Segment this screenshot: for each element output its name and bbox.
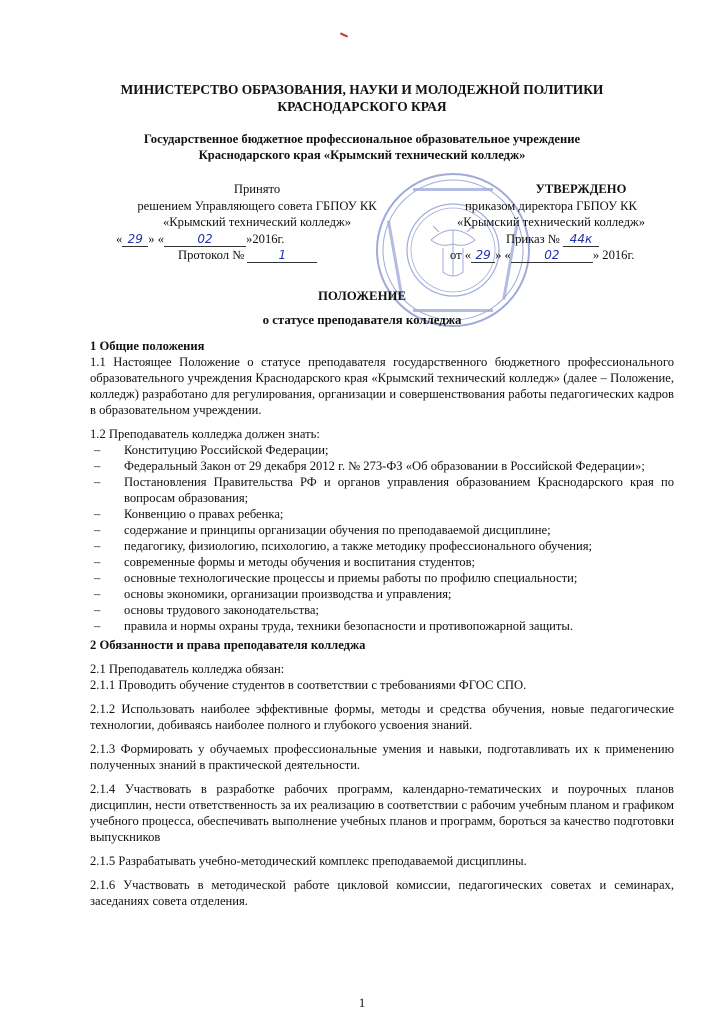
paragraph-1-1: 1.1 Настоящее Положение о статусе преподавателя государственного бюджетного профессионального образовательного учреждения Краснодарского края «Крымский технический колледж» (далее – Положение, колледж) разработано для регулирования, организации и совершенствования работы педагогических кадров в образовательном учреждении. bbox=[90, 355, 674, 417]
accepted-title: Принято bbox=[233, 182, 281, 196]
accepted-day: 29 bbox=[122, 232, 148, 247]
date-open: « bbox=[116, 231, 123, 246]
paragraph-2-1-6: 2.1.6 Участвовать в методической работе цикловой комиссии, педагогических советах и семинарах, заседаниях совета отделения. bbox=[90, 878, 674, 908]
approved-order bbox=[426, 231, 676, 248]
institution-line-1: Государственное бюджетное профессиональное образовательное учреждение bbox=[143, 132, 581, 146]
protocol-number: 1 bbox=[247, 248, 317, 263]
ministry-line-1: МИНИСТЕРСТВО ОБРАЗОВАНИЯ, НАУКИ И МОЛОДЕЖНОЙ ПОЛИТИКИ bbox=[120, 82, 604, 97]
list-item: – основы трудового законодательства; bbox=[90, 602, 674, 618]
paragraph-2-1-5: 2.1.5 Разрабатывать учебно-методический комплекс преподаваемой дисциплины. bbox=[90, 854, 527, 868]
list-item: – основные технологические процессы и приемы работы по профилю специальности; bbox=[90, 570, 674, 586]
ministry-line-2: КРАСНОДАРСКОГО КРАЯ bbox=[277, 99, 447, 114]
accepted-block bbox=[112, 181, 402, 264]
list-item: – педагогику, физиологию, психологию, а также методику профессионального обучения; bbox=[90, 538, 674, 554]
list-item: – основы экономики, организации производства и управления; bbox=[90, 586, 674, 602]
approved-title: УТВЕРЖДЕНО bbox=[535, 182, 627, 196]
accepted-month: 02 bbox=[164, 232, 246, 247]
approved-date-tail: » 2016г. bbox=[592, 248, 635, 262]
document-body bbox=[90, 338, 674, 909]
paragraph-1-2: 1.2 Преподаватель колледжа должен знать: bbox=[90, 427, 320, 441]
paragraph-2-1: 2.1 Преподаватель колледжа обязан: bbox=[90, 662, 285, 676]
ink-mark bbox=[340, 32, 348, 37]
approved-month: 02 bbox=[511, 248, 593, 263]
from-label: от « bbox=[450, 248, 472, 262]
approved-block bbox=[426, 181, 676, 264]
order-label: Приказ № bbox=[506, 231, 560, 246]
list-item: – Федеральный Закон от 29 декабря 2012 г. № 273-ФЗ «Об образовании в Российской Федерации»; bbox=[90, 458, 674, 474]
accepted-protocol bbox=[112, 247, 402, 264]
list-item: – Постановления Правительства РФ и органов управления образованием Краснодарского края по вопросам образования; bbox=[90, 474, 674, 506]
order-number: 44к bbox=[563, 232, 599, 247]
institution-line-2: Краснодарского края «Крымский технический колледж» bbox=[198, 148, 526, 162]
document-title: ПОЛОЖЕНИЕ bbox=[317, 289, 407, 303]
approved-line-1: приказом директора ГБПОУ КК bbox=[465, 198, 637, 213]
list-item: – Конституцию Российской Федерации; bbox=[90, 442, 674, 458]
list-item: – правила и нормы охраны труда, техники безопасности и противопожарной защиты. bbox=[90, 618, 674, 634]
approved-date bbox=[426, 247, 676, 264]
approved-line-2: «Крымский технический колледж» bbox=[456, 215, 646, 229]
list-item: – Конвенцию о правах ребенка; bbox=[90, 506, 674, 522]
accepted-line-1: решением Управляющего совета ГБПОУ КК bbox=[137, 198, 377, 213]
knowledge-list bbox=[90, 442, 674, 634]
approved-date-mid: » « bbox=[495, 248, 511, 262]
section-1-heading: 1 Общие положения bbox=[90, 339, 205, 353]
paragraph-2-1-2: 2.1.2 Использовать наиболее эффективные формы, методы и средства обучения, новые педагогические технологии, добиваясь наиболее полного и глубокого усвоения знаний. bbox=[90, 702, 674, 732]
document-subtitle: о статусе преподавателя колледжа bbox=[262, 313, 462, 327]
paragraph-2-1-1: 2.1.1 Проводить обучение студентов в соответствии с требованиями ФГОС СПО. bbox=[90, 678, 527, 692]
protocol-label: Протокол № bbox=[178, 248, 245, 262]
paragraph-2-1-4: 2.1.4 Участвовать в разработке рабочих программ, календарно-тематических и поурочных планов дисциплин, нести ответственность за их реализацию в соответствии с рабочим учебным планом и графиком учебного процесса, обеспечивать выполнение учебных планов и программ, бороться за качество подготовки выпускников bbox=[90, 782, 674, 844]
page-number: 1 bbox=[358, 996, 366, 1010]
accepted-date bbox=[112, 231, 402, 248]
section-2-heading: 2 Обязанности и права преподавателя колледжа bbox=[90, 638, 366, 652]
paragraph-2-1-3: 2.1.3 Формировать у обучаемых профессиональные умения и навыки, подготавливать их к применению полученных знаний в практической деятельности. bbox=[90, 742, 674, 772]
accepted-line-2: «Крымский технический колледж» bbox=[162, 215, 352, 229]
approved-day: 29 bbox=[471, 248, 495, 263]
list-item: – современные формы и методы обучения и воспитания студентов; bbox=[90, 554, 674, 570]
date-mid: » « bbox=[148, 231, 165, 246]
list-item: – содержание и принципы организации обучения по преподаваемой дисциплине; bbox=[90, 522, 674, 538]
date-tail: »2016г. bbox=[246, 231, 285, 246]
